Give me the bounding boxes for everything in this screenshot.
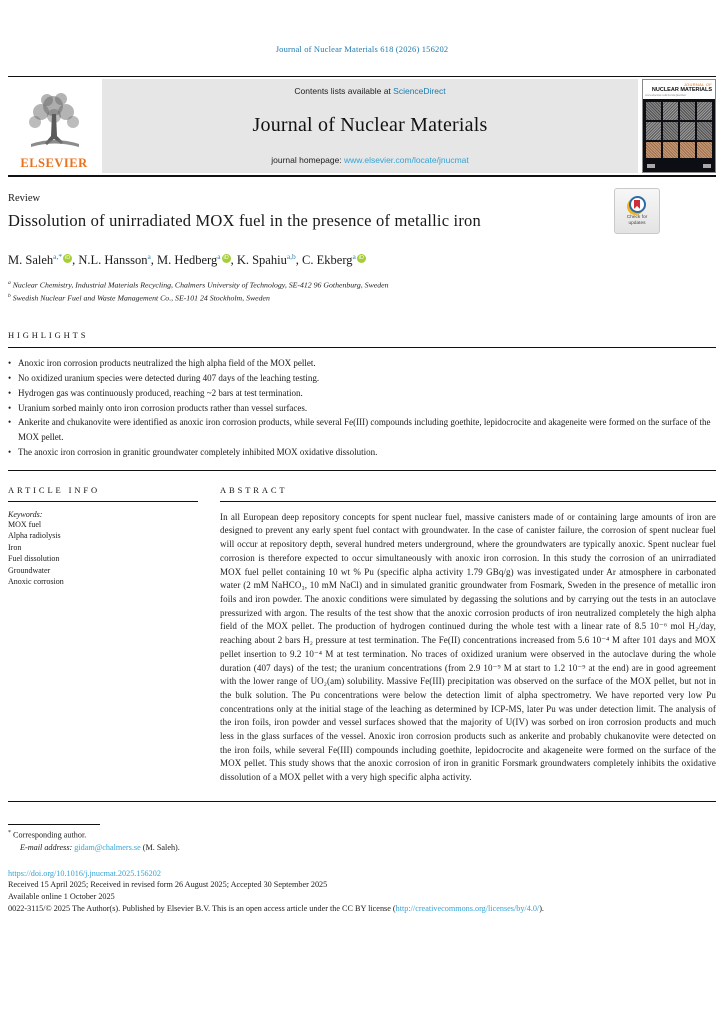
corresponding-author-note (8, 830, 716, 840)
journal-title: Journal of Nuclear Materials (252, 114, 488, 136)
info-abstract-columns (8, 485, 716, 785)
cover-journal-name: NUCLEAR MATERIALS (651, 87, 712, 93)
highlight-item: • Hydrogen gas was continuously produced, reaching ~2 bars at test termination. (8, 386, 720, 401)
highlights-bottom-rule (8, 470, 716, 471)
homepage-line (271, 155, 469, 165)
cover-grid-cell (697, 122, 712, 140)
sciencedirect-link[interactable]: ScienceDirect (393, 86, 446, 96)
author-name: K. Spahiu (236, 253, 287, 267)
cover-grid-cell (646, 102, 661, 120)
affiliations (8, 278, 716, 304)
cc-by-license-link[interactable]: http://creativecommons.org/licenses/by/4.0/ (395, 903, 540, 913)
cover-footer-mark (703, 164, 711, 168)
keyword: Groundwater (8, 565, 51, 575)
author (237, 253, 302, 267)
journal-homepage-link[interactable]: www.elsevier.com/locate/jnucmat (344, 155, 469, 165)
homepage-prefix: journal homepage: (271, 155, 345, 165)
highlights-top-rule (8, 347, 716, 348)
orcid-icon[interactable]: iD (358, 254, 364, 261)
keyword: Fuel dissolution (8, 554, 60, 564)
article-type-label: Review (8, 193, 41, 204)
article-title: Dissolution of unirradiated MOX fuel in the presence of metallic iron (8, 211, 481, 230)
article-info-column (8, 485, 198, 785)
author-affil-sup: a (352, 251, 356, 261)
available-online-line: Available online 1 October 2025 (8, 892, 115, 902)
author-affil-sup: a (147, 251, 151, 261)
article-footer (8, 868, 716, 915)
highlights-heading: HIGHLIGHTS (8, 330, 89, 341)
keyword: Iron (8, 542, 22, 552)
author-list (8, 253, 716, 268)
highlight-item: • Uranium sorbed mainly onto iron corrosion products rather than vessel surfaces. (8, 401, 720, 416)
journal-banner (102, 79, 638, 173)
abstract-heading: ABSTRACT (220, 484, 288, 495)
elsevier-tree-icon (23, 90, 85, 156)
highlight-item: • The anoxic iron corrosion in granitic groundwater completely inhibited MOX oxidative dissolution. (8, 445, 720, 460)
cover-grid-cell (680, 102, 695, 120)
doi-link[interactable]: https://doi.org/10.1016/j.jnucmat.2025.156202 (8, 868, 161, 878)
keyword: MOX fuel (8, 519, 42, 529)
contents-prefix: Contents lists available at (294, 86, 394, 96)
author-affil-sup: a,* (53, 251, 63, 261)
cover-grid-cell (663, 102, 678, 120)
copyright-suffix: ). (539, 903, 544, 913)
copyright-prefix: 0022-3115/© 2025 The Author(s). Published by Elsevier B.V. This is an open access article under the CC BY license ( (8, 903, 396, 913)
check-for-updates-badge[interactable] (614, 188, 660, 234)
author-name: N.L. Hansson (78, 253, 148, 267)
cover-footer (643, 160, 715, 172)
email-label: E-mail address: (20, 842, 75, 852)
author (8, 253, 78, 267)
author-separator: , (72, 253, 79, 267)
author (157, 253, 237, 267)
journal-header (8, 79, 716, 173)
received-dates-line: Received 15 April 2025; Received in revised form 26 August 2025; Accepted 30 September 2025 (8, 880, 328, 890)
bookmark-ribbon-icon (634, 200, 640, 209)
cover-grid-cell (680, 122, 695, 140)
cover-grid-cell (646, 122, 661, 140)
email-footnote (8, 843, 716, 852)
footnote-divider (8, 824, 100, 825)
elsevier-logo (8, 79, 100, 173)
author-name: M. Hedberg (157, 253, 218, 267)
article-info-rule (8, 501, 198, 502)
cover-grid-cell (697, 142, 712, 158)
author-name: C. Ekberg (302, 253, 353, 267)
running-head-citation: Journal of Nuclear Materials 618 (2026) 156202 (275, 44, 449, 54)
cover-masthead (643, 80, 715, 99)
keyword: Anoxic corrosion (8, 577, 64, 587)
author-name: M. Saleh (8, 253, 54, 267)
header-top-rule (8, 76, 716, 77)
cover-image-grid (643, 99, 715, 160)
email-suffix: (M. Saleh). (140, 842, 180, 852)
author-separator: , (150, 253, 158, 267)
cover-subtext: www.elsevier.com/locate/jnucmat (645, 93, 686, 97)
abstract-rule (220, 501, 716, 502)
author-affil-sup: a (217, 251, 221, 261)
affiliation-sup: a (8, 280, 11, 286)
affiliation (8, 278, 716, 291)
abstract-column (220, 485, 716, 785)
journal-cover-thumbnail[interactable] (642, 79, 716, 173)
crossmark-icon (629, 196, 646, 213)
affiliation (8, 291, 716, 304)
cover-grid-cell (663, 122, 678, 140)
author-separator: , (295, 253, 303, 267)
copyright-line (8, 903, 716, 915)
email-link[interactable]: gidam@chalmers.se (74, 842, 141, 852)
cover-footer-mark (647, 164, 655, 168)
orcid-icon[interactable]: iD (65, 254, 71, 261)
orcid-icon[interactable]: iD (223, 254, 229, 261)
cover-grid-cell (663, 142, 678, 158)
highlight-item: • Anoxic iron corrosion products neutralized the high alpha field of the MOX pellet. (8, 356, 720, 371)
author (78, 253, 157, 267)
affiliation-text: Swedish Nuclear Fuel and Waste Management Co., SE-101 24 Stockholm, Sweden (10, 293, 270, 303)
keyword: Alpha radiolysis (8, 531, 61, 541)
affiliation-sup: b (8, 293, 11, 300)
header-bottom-rule (8, 175, 716, 177)
corresponding-text: Corresponding author. (11, 830, 87, 840)
end-of-front-matter-rule (8, 801, 716, 802)
doi-line (8, 868, 716, 880)
cover-kicker: JOURNAL OF (683, 82, 712, 87)
check-badge-line1: Check for (626, 214, 648, 220)
author (302, 253, 366, 267)
author-affil-sup: a,b (286, 251, 296, 261)
footnote-star: * (8, 829, 11, 836)
abstract-text: In all European deep repository concepts for spent nuclear fuel, massive canisters made of or containing large amounts of iron are designed to prevent any early spent fuel contact with groundwater. In the case of canister failure, the corrosion of spent nuclear fuel will occur at repository depth, several hundred meters underground, where the groundwaters are typically anoxic. Spent nuclear fuel corrosion is therefore expected to occur simultaneously with anoxic iron corrosion. In this study the corrosion of an unirradiated MOX fuel pellet containing 10 wt % Pu (specific alpha activity 1.79 GBq/g) was investigated under Ar atmosphere in carbonated water (2 mM NaHCO₃, 10 mM NaCl) and in simulated granitic groundwater from Fosmark, Sweden in the presence of metallic iron foils and iron powder. The anoxic conditions were simulated by degassing the solutions and by carrying out the tests in an autoclave pressurized with argon. The results of the test show that the anoxic corrosion products of iron neutralized completely the high alpha field of the MOX pellet. The production of hydrogen continued during the whole test with a linear rate of 8.5 10⁻⁶ mol H₂/day, reaching about 2 bars H₂ pressure at test termination. The Fe(II) concentrations increased from 5.6 10⁻⁴ M after 101 days and MOX pellet insertion to 9.2 10⁻⁴ M at test termination. No traces of oxidized uranium were observed in the autoclave during the whole duration (407 days) of the test; the uranium concentrations (from 2.9 10⁻⁹ M at start to 1.2 10⁻⁹ at the end) are in good agreement with the lower range of UO₂(am) solubility. Massive Fe(III) precipitation was observed on the surface of the MOX pellet, but not in the bulk solution. The Pu concentrations were below the detection limit of alpha spectrometry. We have reported very low Pu concentrations only at the initial stage of the leaching as determined by ICP-MS, later Pu was under detection limit. The analysis of the iron foils, iron powder and vessel surfaces showed that the majority of U(IV) was sorbed on iron corrosion products and much less in the glass surfaces of the vessel. Anoxic iron corrosion products such as ankerite and probably chukanovite were detected on the iron foils, while several Fe(III) compounds including goethite, lepidocrocite and akageneite were formed on the surface of the MOX pellet. This study shows that the anoxic corrosion of iron in granitic Forsmark groundwaters completely inhibits the oxidative dissolution of a MOX pellet with a very high specific alpha activity. (220, 511, 716, 783)
highlight-item: • Ankerite and chukanovite were identified as anoxic iron corrosion products, while several Fe(III) compounds including goethite, lepidocrocite and akageneite were formed on the surface of the MOX pellet. (8, 415, 720, 445)
cover-grid-cell (680, 142, 695, 158)
cover-grid-cell (646, 142, 661, 158)
check-badge-line2: updates (628, 220, 646, 226)
highlights-list (8, 356, 716, 460)
affiliation-text: Nuclear Chemistry, Industrial Materials Recycling, Chalmers University of Technology, SE-412 96 Gothenburg, Sweden (10, 280, 389, 290)
elsevier-wordmark: ELSEVIER (20, 156, 88, 170)
contents-line (294, 86, 445, 96)
highlight-item: • No oxidized uranium species were detected during 407 days of the leaching testing. (8, 371, 720, 386)
article-info-heading: ARTICLE INFO (8, 484, 101, 495)
author-separator: , (230, 253, 237, 267)
check-badge-text (627, 215, 648, 226)
keywords-label: Keywords: (8, 509, 43, 519)
cover-grid-cell (697, 102, 712, 120)
